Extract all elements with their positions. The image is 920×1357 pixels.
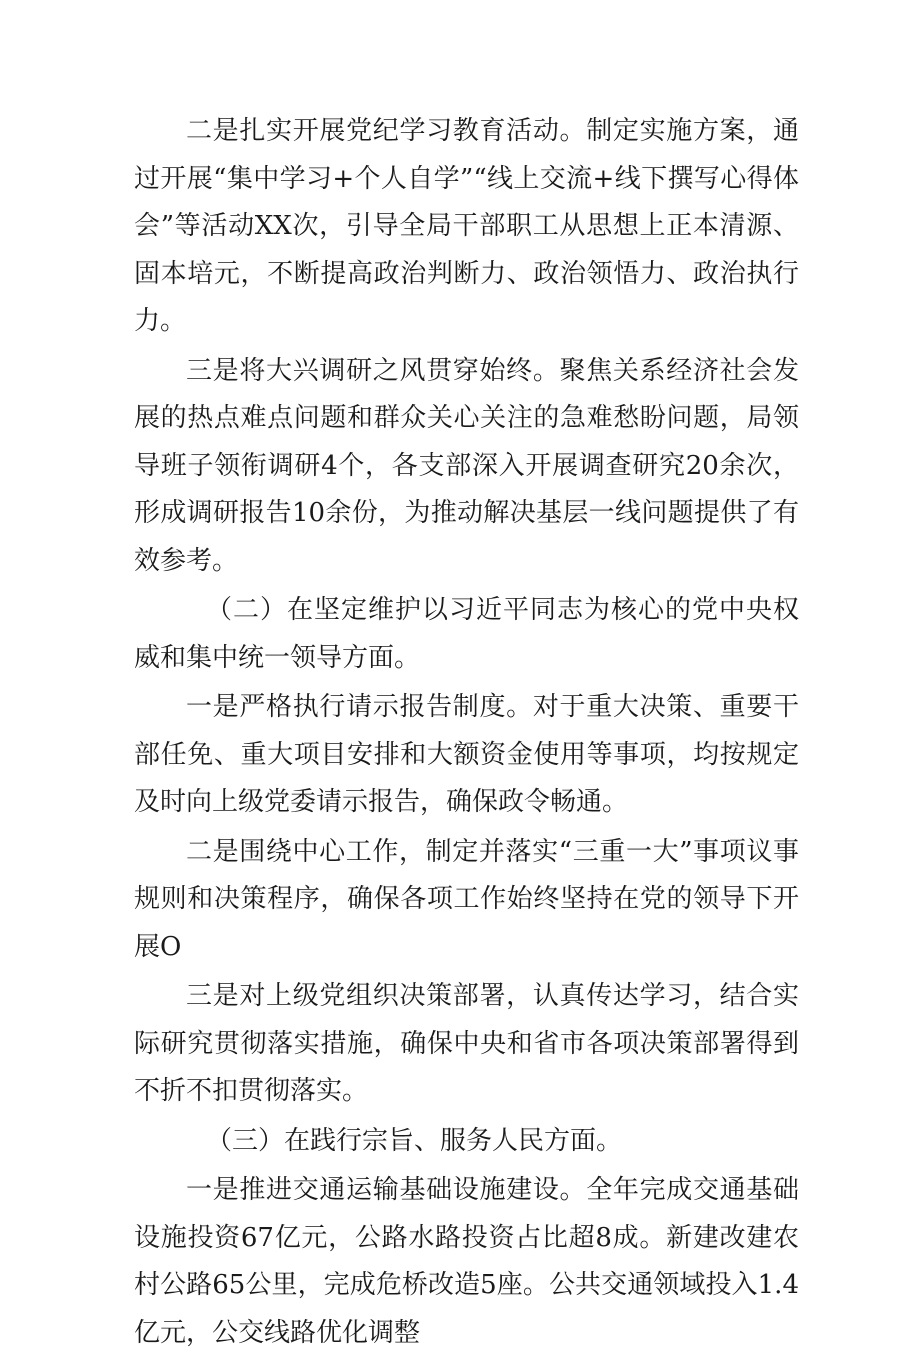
paragraph-decision-rules: 二是围绕中心工作，制定并落实“三重一大”事项议事规则和决策程序，确保各项工作始终坚持在党的领导下开展O	[134, 836, 799, 962]
paragraph-research: 三是将大兴调研之风贯穿始终。聚焦关系经济社会发展的热点难点问题和群众关心关注的急难愁盼问题，局领导班子领衔调研4个，各支部深入开展调查研究20余次，形成调研报告10余份，为推动解决基层一线问题提供了有效参考。	[134, 355, 799, 576]
section-heading-3: （三）在践行宗旨、服务人民方面。	[206, 1125, 623, 1156]
section-heading-2: （二）在坚定维护以习近平同志为核心的党中央权威和集中统一领导方面。	[134, 595, 799, 673]
document-page	[134, 108, 799, 1357]
paragraph-implementation: 三是对上级党组织决策部署，认真传达学习，结合实际研究贯彻落实措施，确保中央和省市各项决策部署得到不折不扣贯彻落实。	[134, 981, 799, 1106]
paragraph-infrastructure: 一是推进交通运输基础设施建设。全年完成交通基础设施投资67亿元，公路水路投资占比超8成。新建改建农村公路65公里，完成危桥改造5座。公共交通领域投入1.4亿元，公交线路优化调整	[134, 1175, 799, 1348]
paragraph-reporting-system: 一是严格执行请示报告制度。对于重大决策、重要干部任免、重大项目安排和大额资金使用等事项，均按规定及时向上级党委请示报告，确保政令畅通。	[134, 692, 799, 817]
paragraph-party-discipline: 二是扎实开展党纪学习教育活动。制定实施方案，通过开展“集中学习+个人自学”“线上交流+线下撰写心得体会”等活动XX次，引导全局干部职工从思想上正本清源、固本培元，不断提高政治判断力、政治领悟力、政治执行力。	[134, 116, 799, 336]
